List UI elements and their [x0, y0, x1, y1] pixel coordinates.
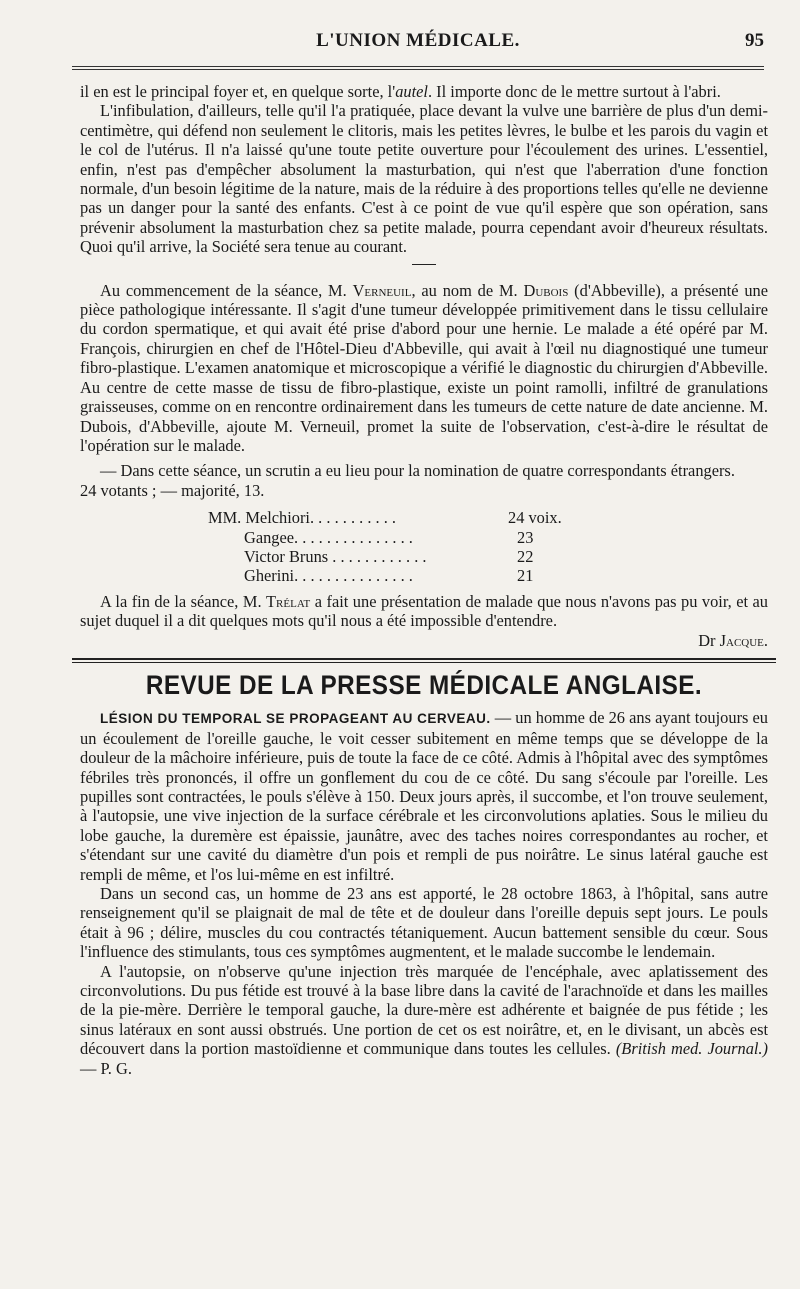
text-run: A l'autopsie, on n'observe qu'une injection très marquée de l'encéphale, avec aplatissement des circonvolutions. Du pus fétide est trouvé à la base libre dans la cavité de l'arachnoïde et dans les mailles de la pie-mère. Derrière le temporal gauche, la dure-mère est adhérente et baignée de pus fétide ; les sinus latéraux en sont aussi obstrués. Une portion de cet os est noirâtre, et, en le divisant, un abcès est découvert dans la portion mastoïdienne et communique dans toutes les cellules.	[80, 961, 768, 1059]
section-title: REVUE DE LA PRESSE MÉDICALE ANGLAISE.	[145, 669, 703, 700]
text-run: (d'Abbeville), a présenté une pièce pathologique intéressante. Il s'agit d'une tumeur développée primitivement dans le tissu cellulaire du cordon spermatique, et qui avait été prise d'abord pour une hernie. Le malade a été opéré par M. François, chirurgien en chef de l'Hôtel-Dieu d'Abbeville, qui avait à l'œil nu diagnostiqué une tumeur fibro-plastique. L'examen anatomique et microscopique a vérifié le diagnostic du chirurgien d'Abbeville. Au centre de cette masse de tissu de fibro-plastique, existe un point ramolli, infiltré de granulations graisseuses, comme on en rencontre ordinairement dans les tumeurs de cette nature de date ancienne. M. Dubois, d'Abbeville, ajoute M. Verneuil, promet la suite de l'observation, c'est-à-dire le résultat de l'opération sur le malade.	[80, 280, 769, 455]
signature-prefix: Dr	[698, 630, 720, 650]
paragraph: Dans un second cas, un homme de 23 ans est apporté, le 28 octobre 1863, à l'hôpital, sans autre renseignement qu'il se plaignait de mal de tête et de douleur dans l'oreille depuis sept jours. Le pouls était à 96 ; délire, muscles du cou contractés tétaniquement. Aucun battement sensible du cœur. Sous l'influence des stimulants, tous ces symptômes augmentent, et le malade succombe le lendemain.	[80, 884, 768, 962]
text-run: , au nom de M.	[411, 280, 524, 300]
candidate-name: Gherini. . . . . . . . . . . . . . .	[244, 566, 413, 586]
vote-row	[208, 528, 608, 547]
vote-count: 23	[517, 527, 534, 547]
text-run: A la fin de la séance, M.	[100, 591, 267, 611]
text-run: il en est le principal foyer et, en quelque sorte, l'	[80, 82, 396, 101]
vote-count: 24 voix.	[508, 508, 562, 528]
candidate-name: Gangee. . . . . . . . . . . . . . .	[244, 527, 413, 547]
person-name: Trélat	[266, 591, 311, 611]
person-name: Dubois	[523, 280, 569, 300]
paragraph	[80, 82, 768, 101]
vote-row	[208, 508, 608, 527]
author-signature	[80, 631, 768, 650]
vote-list	[208, 508, 768, 586]
section-separator	[412, 264, 436, 265]
paragraph: — Dans cette séance, un scrutin a eu lieu pour la nomination de quatre correspondants étrangers.	[100, 461, 735, 481]
paragraph	[80, 708, 768, 884]
vote-count: 21	[517, 566, 534, 586]
article-body	[80, 82, 768, 1078]
vote-count: 22	[517, 546, 534, 566]
article-subheading: LÉSION DU TEMPORAL SE PROPAGEANT AU CERVEAU.	[100, 711, 491, 727]
header-rule	[72, 66, 764, 70]
votes-summary: 24 votants ; — majorité, 13.	[80, 480, 265, 500]
text-run: a fait une présentation de malade que nous n'avons pas pu voir, et au sujet duquel il a dit quelques mots qu'il nous a été impossible d'entendre.	[80, 591, 768, 631]
text-run: — un homme de 26 ans ayant toujours eu un écoulement de l'oreille gauche, le voit cesser subitement en même temps que se développe de la douleur de la mâchoire inférieure, puis de toute la face de ce côté. Admis à l'hôpital avec des symptômes fébriles très prononcés, il offre un gonflement du cou de ce côté. Du sang s'écoule par l'oreille. Les pupilles sont contractées, le pouls s'élève à 150. Deux jours après, il succombe, et l'on trouve seulement, à l'autopsie, une vive injection de la surface cérébrale et les circonvolutions aplaties. Sous le milieu du lobe gauche, la duremère est épaissie, jaunâtre, avec des taches noires correspondantes au rocher, et s'étendant sur une cavité du diamètre d'un pois et rempli de pus noirâtre. Le sinus latéral gauche est rempli de même, et l'os lui-même en est infiltré.	[80, 708, 768, 884]
person-name: Verneuil	[352, 280, 412, 300]
vote-row	[208, 566, 608, 585]
journal-title: L'UNION MÉDICALE.	[316, 30, 520, 51]
source-citation: (British med. Journal.)	[615, 1039, 768, 1059]
section-rule	[72, 658, 776, 663]
paragraph	[80, 281, 768, 456]
running-header	[72, 30, 764, 58]
paragraph	[80, 592, 768, 631]
text-run: Au commencement de la séance, M.	[100, 280, 353, 300]
text-run: — P. G.	[80, 1058, 132, 1078]
paragraph: L'infibulation, d'ailleurs, telle qu'il l'a pratiquée, place devant la vulve une barrière de plus d'un demi-centimètre, qui défend non seulement le clitoris, mais les petites lèvres, le bulbe et les parois du vagin et le col de l'utérus. Il n'a laissé qu'une toute petite ouverture pour l'écoulement des urines. L'essentiel, enfin, n'est pas d'empêcher absolument la masturbation, qui n'est que l'aberration d'une fonction normale, d'un besoin légitime de la nature, mais de la réduire à des proportions telles qu'elle ne devienne pas un danger pour la santé des enfants. C'est à ce point de vue qu'il espère que son opération, sans prévenir absolument la masturbation chez sa petite malade, pourra cependant avoir d'heureux résultats. Quoi qu'il arrive, la Société sera tenue au courant.	[80, 101, 768, 257]
page-number: 95	[745, 30, 764, 51]
candidate-name: MM. Melchiori. . . . . . . . . . .	[208, 508, 397, 528]
signature-name: Jacque.	[719, 630, 768, 650]
paragraph	[80, 962, 768, 1078]
candidate-name: Victor Bruns . . . . . . . . . . . .	[244, 546, 427, 566]
text-run: . Il importe donc de le mettre surtout à l'abri.	[427, 82, 721, 101]
vote-row	[208, 547, 608, 566]
italic-term: autel	[395, 82, 428, 101]
